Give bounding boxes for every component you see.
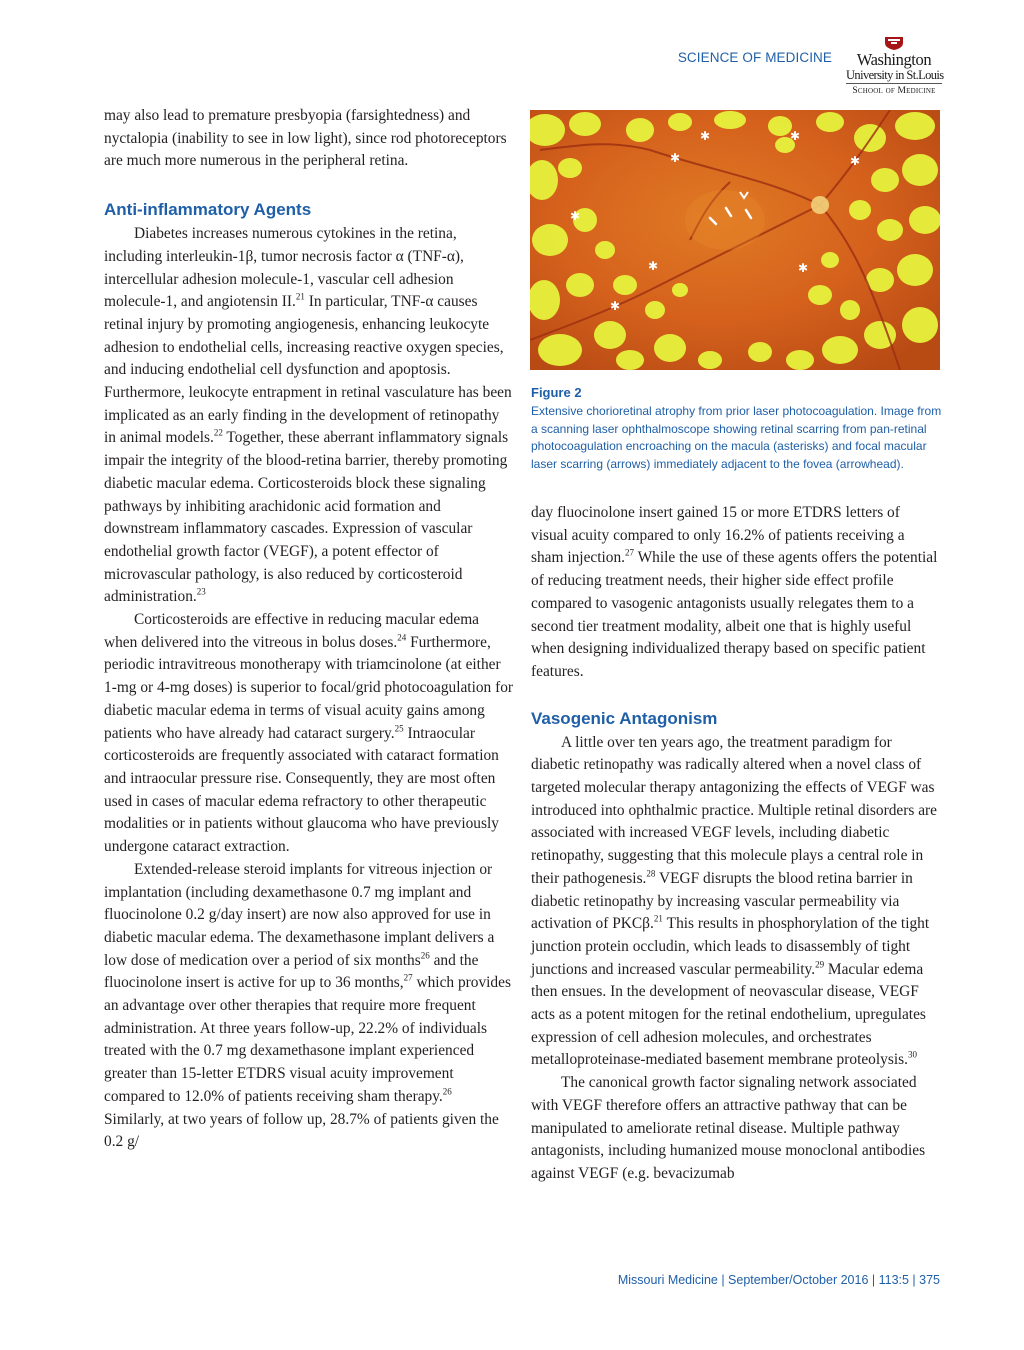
figure-caption: Extensive chorioretinal atrophy from prior laser photocoagulation. Image from a scanning laser ophthalmoscope showing retinal scarring from pan-retinal photocoagulation encroaching on the macula (asterisks) and focal macular laser scarring (arrows) immediately adjacent to the fovea (arrowhead). <box>531 404 942 471</box>
reference-29: 29 <box>815 959 825 970</box>
figure-label: Figure 2 <box>531 385 582 400</box>
logo-line-2: University in St.Louis <box>846 68 944 82</box>
reference-28: 28 <box>646 868 656 879</box>
section-title: SCIENCE OF MEDICINE <box>677 50 832 65</box>
svg-text:✱: ✱ <box>648 259 659 273</box>
page-footer: Missouri Medicine | September/October 2016 | 113:5 | 375 <box>617 1273 940 1287</box>
svg-text:✱: ✱ <box>790 129 801 143</box>
left-paragraph-2: Corticosteroids are effective in reducing macular edema when delivered into the vitreous in bolus doses.$^{24}$ Furthermore, periodic intravitreous monotherapy with triamcinolone (at either 1-mg or 4-mg doses) is superior to focal/grid photocoagulation for diabetic macular edema in terms of visual acuity gains among patients who have already had cataract surgery.$^{25}$ Intraocular corticosteroids are frequently associated with cataract formation and intraocular pressure rise. Consequently, they are most often used in cases of macular edema refractory to other therapeutic modalities or in patients without glaucoma who have previously undergone cataract extraction. <box>104 611 514 856</box>
reference-26b: 26 <box>442 1086 452 1097</box>
macula <box>685 190 765 250</box>
reference-24: 24 <box>397 632 407 643</box>
university-logo <box>846 36 942 98</box>
right-paragraph-1: A little over ten years ago, the treatment paradigm for diabetic retinopathy was radically altered when a novel class of targeted molecular therapy antagonizing the effects of VEGF was introduced into ophthalmic practice. Multiple retinal disorders are associated with increased VEGF levels, including diabetic retinopathy, suggesting that this molecule plays a central role in their pathogenesis.$^{28}$ VEGF disrupts the blood retina barrier in diabetic retinopathy by increasing vascular permeability via activation of PKCβ.$^{21}$ This results in phosphorylation of the tight junction protein occludin, which leads to disassembly of tight junctions and increased vascular permeability.$^{29}$ Macular edema then ensues. In the development of neovascular disease, VEGF acts as a potent mitogen for the retinal endothelium, upregulates expression of cell adhesion molecules, and orchestrates metalloproteinase-mediated basement membrane proteolysis.$^{30}$ <box>531 733 938 1069</box>
left-column <box>104 105 514 1154</box>
crest-icon <box>883 36 905 50</box>
reference-30: 30 <box>907 1050 917 1061</box>
svg-text:✱: ✱ <box>798 261 809 275</box>
reference-25: 25 <box>394 723 404 734</box>
reference-27b: 27 <box>625 548 635 559</box>
svg-text:✱: ✱ <box>700 129 711 143</box>
left-paragraph-3: Extended-release steroid implants for vitreous injection or implantation (including dexamethasone 0.7 mg implant and fluocinolone 0.2 g/day insert) are now also approved for use in diabetic macular edema. The dexamethasone implant delivers a low dose of medication over a period of six months$^{26}$ and the fluocinolone insert is active for up to 36 months,$^{27}$ which provides an advantage over other therapies that require more frequent administration. At three years follow-up, 22.2% of individuals treated with the 0.7 mg dexamethasone implant experienced greater than 15-letter ETDRS visual acuity improvement compared to 12.0% of patients receiving sham therapy.$^{26}$ Similarly, at two years of follow up, 28.7% of patients given the 0.2 g/ <box>104 860 511 1151</box>
anti-inflammatory-heading: Anti-inflammatory Agents <box>104 200 312 220</box>
reference-22: 22 <box>213 428 223 439</box>
optic-disc <box>811 196 829 214</box>
vasogenic-heading: Vasogenic Antagonism <box>531 708 718 728</box>
reference-26: 26 <box>420 950 430 961</box>
reference-21: 21 <box>295 291 305 302</box>
reference-27: 27 <box>403 973 413 984</box>
reference-23: 23 <box>196 587 206 598</box>
logo-line-3: School of Medicine <box>852 86 936 96</box>
intro-paragraph: may also lead to premature presbyopia (farsightedness) and nyctalopia (inability to see in low light), since rod photoreceptors are much more numerous in the peripheral retina. <box>104 107 507 170</box>
logo-line-1: Washington <box>856 50 932 69</box>
right-column <box>531 502 939 1186</box>
svg-text:✱: ✱ <box>570 209 581 223</box>
reference-21b: 21 <box>653 913 663 924</box>
svg-text:✱: ✱ <box>610 299 621 313</box>
logo-divider <box>846 83 942 84</box>
retina-image <box>530 110 940 370</box>
continued-paragraph: day fluocinolone insert gained 15 or more ETDRS letters of visual acuity compared to only 16.2% of patients receiving a sham injection.$^{27}$ While the use of these agents offers the potential of reducing treatment needs, their higher side effect profile compared to vasogenic antagonists usually relegates them to a second tier treatment modality, albeit one that is highly useful when designing individualized therapy based on specific patient features. <box>531 504 938 680</box>
right-paragraph-2: The canonical growth factor signaling network associated with VEGF therefore offers an attractive pathway that can be manipulated to ameliorate retinal disease. Multiple pathway antagonists, including humanized mouse monoclonal antibodies against VEGF (e.g. bevacizumab <box>531 1074 926 1182</box>
left-paragraph-1: Diabetes increases numerous cytokines in the retina, including interleukin-1β, tumor necrosis factor α (TNF-α), intercellular adhesion molecule-1, vascular cell adhesion molecule-1, and angiotensin II.$^{21}$ In particular, TNF-α causes retinal injury by promoting angiogenesis, enhancing leukocyte adhesion to endothelial cells, increasing reactive oxygen species, and inducing endothelial cell dysfunction and apoptosis. Furthermore, leukocyte entrapment in retinal vasculature has been implicated as an early finding in the development of retinopathy in animal models.$^{22}$ Together, these aberrant inflammatory signals impair the integrity of the blood-retina barrier, thereby promoting diabetic macular edema. Corticosteroids block these signaling pathways by inhibiting arachidonic acid formation and downstream inflammatory cascades. Expression of vascular endothelial growth factor (VEGF), a potent effector of microvascular pathology, is also reduced by corticosteroid administration.$^{23}$ <box>104 225 512 606</box>
svg-text:✱: ✱ <box>670 151 681 165</box>
svg-text:✱: ✱ <box>850 154 861 168</box>
